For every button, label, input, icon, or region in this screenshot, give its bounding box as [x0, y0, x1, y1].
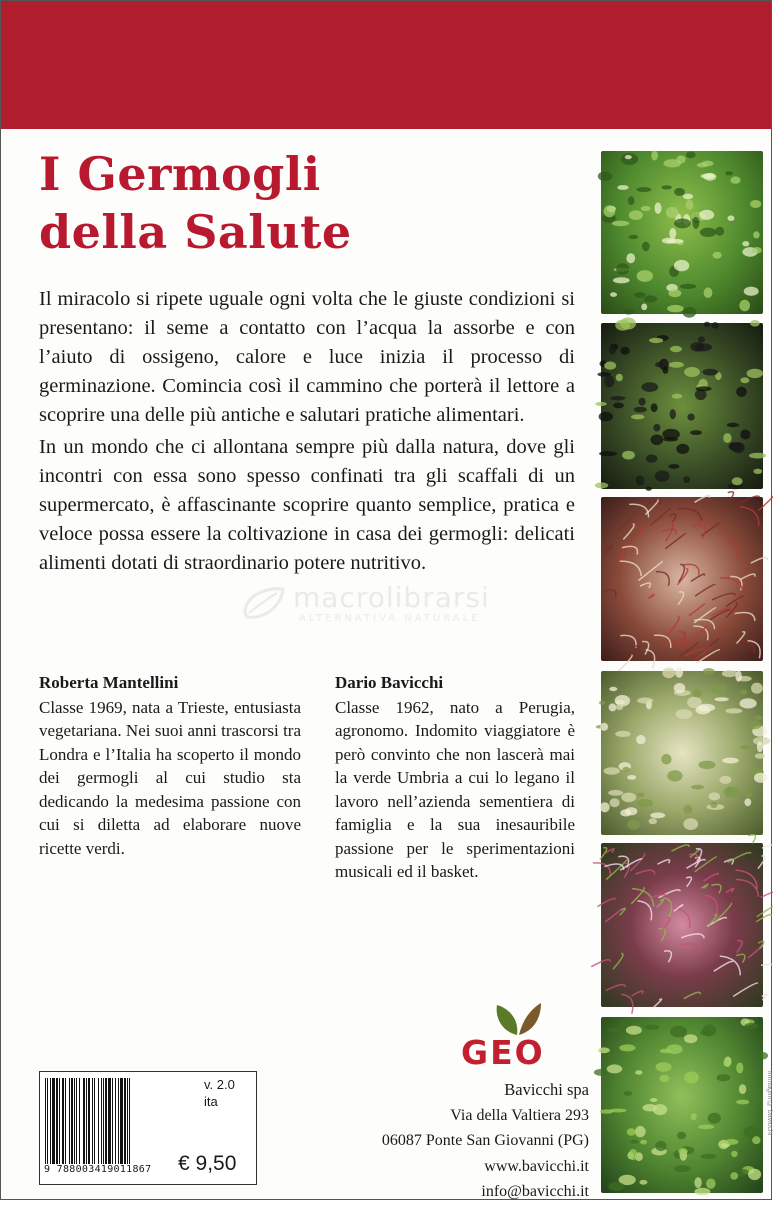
barcode-digits: 9 788003419011867 [44, 1164, 152, 1175]
sprouts-photo-1 [601, 151, 763, 314]
leaves-icon [493, 1001, 543, 1037]
sprouts-photo-3 [601, 497, 763, 661]
sprouts-texture [601, 671, 763, 835]
watermark [241, 581, 541, 631]
author-name: Roberta Mantellini [39, 673, 179, 692]
title-line-1: I Germogli [39, 147, 321, 201]
top-red-band [1, 1, 771, 129]
publisher-city: 06087 Ponte San Giovanni (PG) [381, 1132, 589, 1149]
author-bio: Classe 1969, nata a Trieste, entusiasta vegetariana. Nei suoi anni trascorsi tra Londra e l’Italia ha scoperto il mondo dei germogli al cui studio sta dedicando la medesima passione con cui si diletta ad elaborare nuove ricette verdi. [39, 697, 301, 858]
sprouts-texture [601, 497, 763, 661]
sprouts-texture [601, 843, 763, 1007]
sprouts-photo-4 [601, 671, 763, 835]
leaf-logo-icon [241, 583, 287, 623]
sprouts-texture [601, 1017, 763, 1193]
sprouts-texture [601, 323, 763, 489]
publisher-logo [461, 1001, 571, 1073]
language-label: ita [204, 1094, 218, 1109]
sprouts-photo-5 [601, 843, 763, 1007]
version-info [204, 1076, 235, 1110]
blurb-paragraph-1: Il miracolo si ripete uguale ogni volta che le giuste condizioni si presentano: il seme a contatto con l’acqua la assorbe e con l’aiuto di ossigeno, calore e luce inizia il processo di germinazione. Comincia così il cammino che porterà il lettore a scoprire una delle più antiche e salutari pratiche alimentari. [39, 288, 575, 426]
watermark-name: macrolibrarsi [293, 581, 490, 614]
publisher-website: www.bavicchi.it [484, 1157, 589, 1175]
author-bio: Classe 1962, nato a Perugia, agronomo. Indomito viaggiatore è però convinto che non lascerà mai la verde Umbria a cui lo legano il lavoro nell’azienda sementiera di famiglia e la sua inesauribile passione per le sperimentazioni musicali ed il basket. [335, 697, 575, 881]
publisher-name: Bavicchi spa [504, 1080, 589, 1099]
sprouts-photo-2 [601, 323, 763, 489]
photo-credit: immagini © bavicchi [766, 1071, 773, 1136]
blurb-paragraph-2: In un mondo che ci allontana sempre più dalla natura, dove gli incontri con essa sono spesso confinati tra gli scaffali di un supermercato, è affascinante scoprire quanto semplice, pratica e veloce possa essere la coltivazione in casa dei germogli: delicati alimenti dotati di straordinario potere nutritivo. [39, 436, 575, 574]
book-title [39, 145, 352, 261]
sprouts-texture [601, 151, 763, 314]
price: € 9,50 [178, 1152, 237, 1175]
sprouts-photo-6 [601, 1017, 763, 1193]
title-line-2: della Salute [39, 205, 352, 259]
publisher-street: Via della Valtiera 293 [450, 1106, 589, 1124]
logo-text: GEO [461, 1033, 545, 1072]
publisher-email: info@bavicchi.it [481, 1183, 589, 1200]
barcode [44, 1078, 166, 1164]
author-name: Dario Bavicchi [335, 673, 444, 692]
barcode-box [39, 1071, 257, 1185]
watermark-tagline: ALTERNATIVA NATURALE [299, 613, 481, 624]
author-roberta [39, 671, 301, 860]
blurb [39, 285, 575, 581]
author-dario [335, 671, 575, 884]
version-label: v. 2.0 [204, 1077, 235, 1092]
publisher-address [341, 1077, 589, 1205]
